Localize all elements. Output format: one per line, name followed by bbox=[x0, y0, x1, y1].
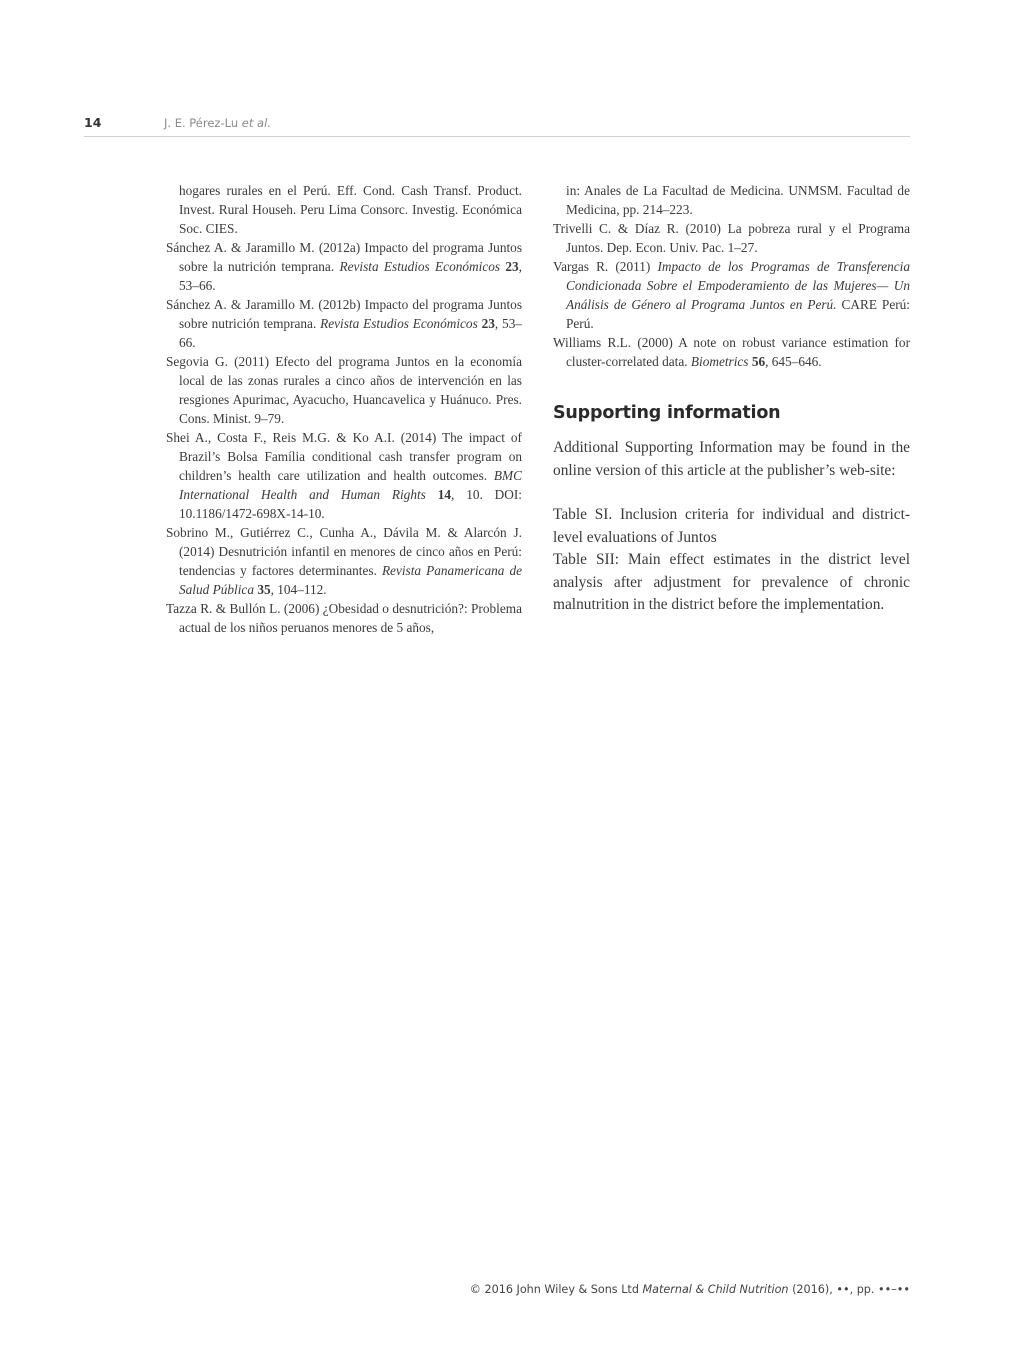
reference-shei-2014: Shei A., Costa F., Reis M.G. & Ko A.I. (2014) The impact of Brazil’s Bolsa Família conditional cash transfer program on children’s health care utilization and health outcomes. BMC International Health and Human Rights 14, 10. DOI: 10.1186/1472-698X-14-10. bbox=[166, 430, 522, 521]
reference-continued: in: Anales de La Facultad de Medicina. UNMSM. Facultad de Medicina, pp. 214–223. bbox=[566, 183, 910, 217]
reference-segovia-2011: Segovia G. (2011) Efecto del programa Juntos en la economía local de las zonas rurales a cinco años de intervención en las resgiones Apurimac, Ayacucho, Huancavelica y Huánuco. Pres. Cons. Minist. 9–79. bbox=[166, 354, 522, 426]
right-column bbox=[553, 181, 910, 617]
reference-williams-2000: Williams R.L. (2000) A note on robust variance estimation for cluster-correlated data. Biometrics 56, 645–646. bbox=[553, 335, 910, 369]
page-footer bbox=[470, 1283, 910, 1296]
journal-name: Maternal & Child Nutrition bbox=[642, 1283, 789, 1296]
reference-tazza-2006: Tazza R. & Bullón L. (2006) ¿Obesidad o desnutrición?: Problema actual de los niños peruanos menores de 5 años, bbox=[166, 601, 522, 635]
issue-info: (2016), ••, pp. ••–•• bbox=[788, 1283, 910, 1296]
left-column bbox=[166, 181, 522, 637]
supporting-table-sii: Table SII: Main effect estimates in the district level analysis after adjustment for prevalence of chronic malnutrition in the district before the implementation. bbox=[553, 551, 910, 613]
et-al: et al. bbox=[241, 116, 271, 130]
supporting-information-intro: Additional Supporting Information may be found in the online version of this article at the publisher’s web-site: bbox=[553, 439, 910, 479]
supporting-information-heading: Supporting information bbox=[553, 403, 781, 423]
supporting-table-si: Table SI. Inclusion criteria for individual and district-level evaluations of Juntos bbox=[553, 506, 910, 546]
reference-trivelli-2010: Trivelli C. & Díaz R. (2010) La pobreza rural y el Programa Juntos. Dep. Econ. Univ. Pac. 1–27. bbox=[553, 221, 910, 255]
author-names: J. E. Pérez-Lu bbox=[164, 116, 239, 130]
reference-sobrino-2014: Sobrino M., Gutiérrez C., Cunha A., Dávila M. & Alarcón J. (2014) Desnutrición infantil en menores de cinco años en Perú: tendencias y factores determinantes. Revista Panamericana de Salud Pública 35, 104–112. bbox=[166, 525, 523, 597]
page-number: 14 bbox=[84, 115, 102, 130]
reference-vargas-2011: Vargas R. (2011) Impacto de los Programas de Transferencia Condicionada Sobre el Empoderamiento de las Mujeres— Un Análisis de Género al Programa Juntos en Perú. CARE Perú: Perú. bbox=[553, 259, 910, 331]
running-head bbox=[84, 112, 910, 137]
reference-continued: hogares rurales en el Perú. Eff. Cond. Cash Transf. Product. Invest. Rural Househ. Peru Lima Consorc. Investig. Económica Soc. CIES. bbox=[179, 183, 522, 236]
copyright: © 2016 John Wiley & Sons Ltd bbox=[469, 1283, 639, 1296]
reference-sanchez-2012a: Sánchez A. & Jaramillo M. (2012a) Impacto del programa Juntos sobre la nutrición temprana. Revista Estudios Económicos 23, 53–66. bbox=[166, 240, 522, 293]
spacer bbox=[553, 482, 910, 504]
running-head-authors bbox=[164, 116, 271, 130]
reference-sanchez-2012b: Sánchez A. & Jaramillo M. (2012b) Impacto del programa Juntos sobre nutrición temprana. Revista Estudios Económicos 23, 53–66. bbox=[166, 297, 522, 350]
